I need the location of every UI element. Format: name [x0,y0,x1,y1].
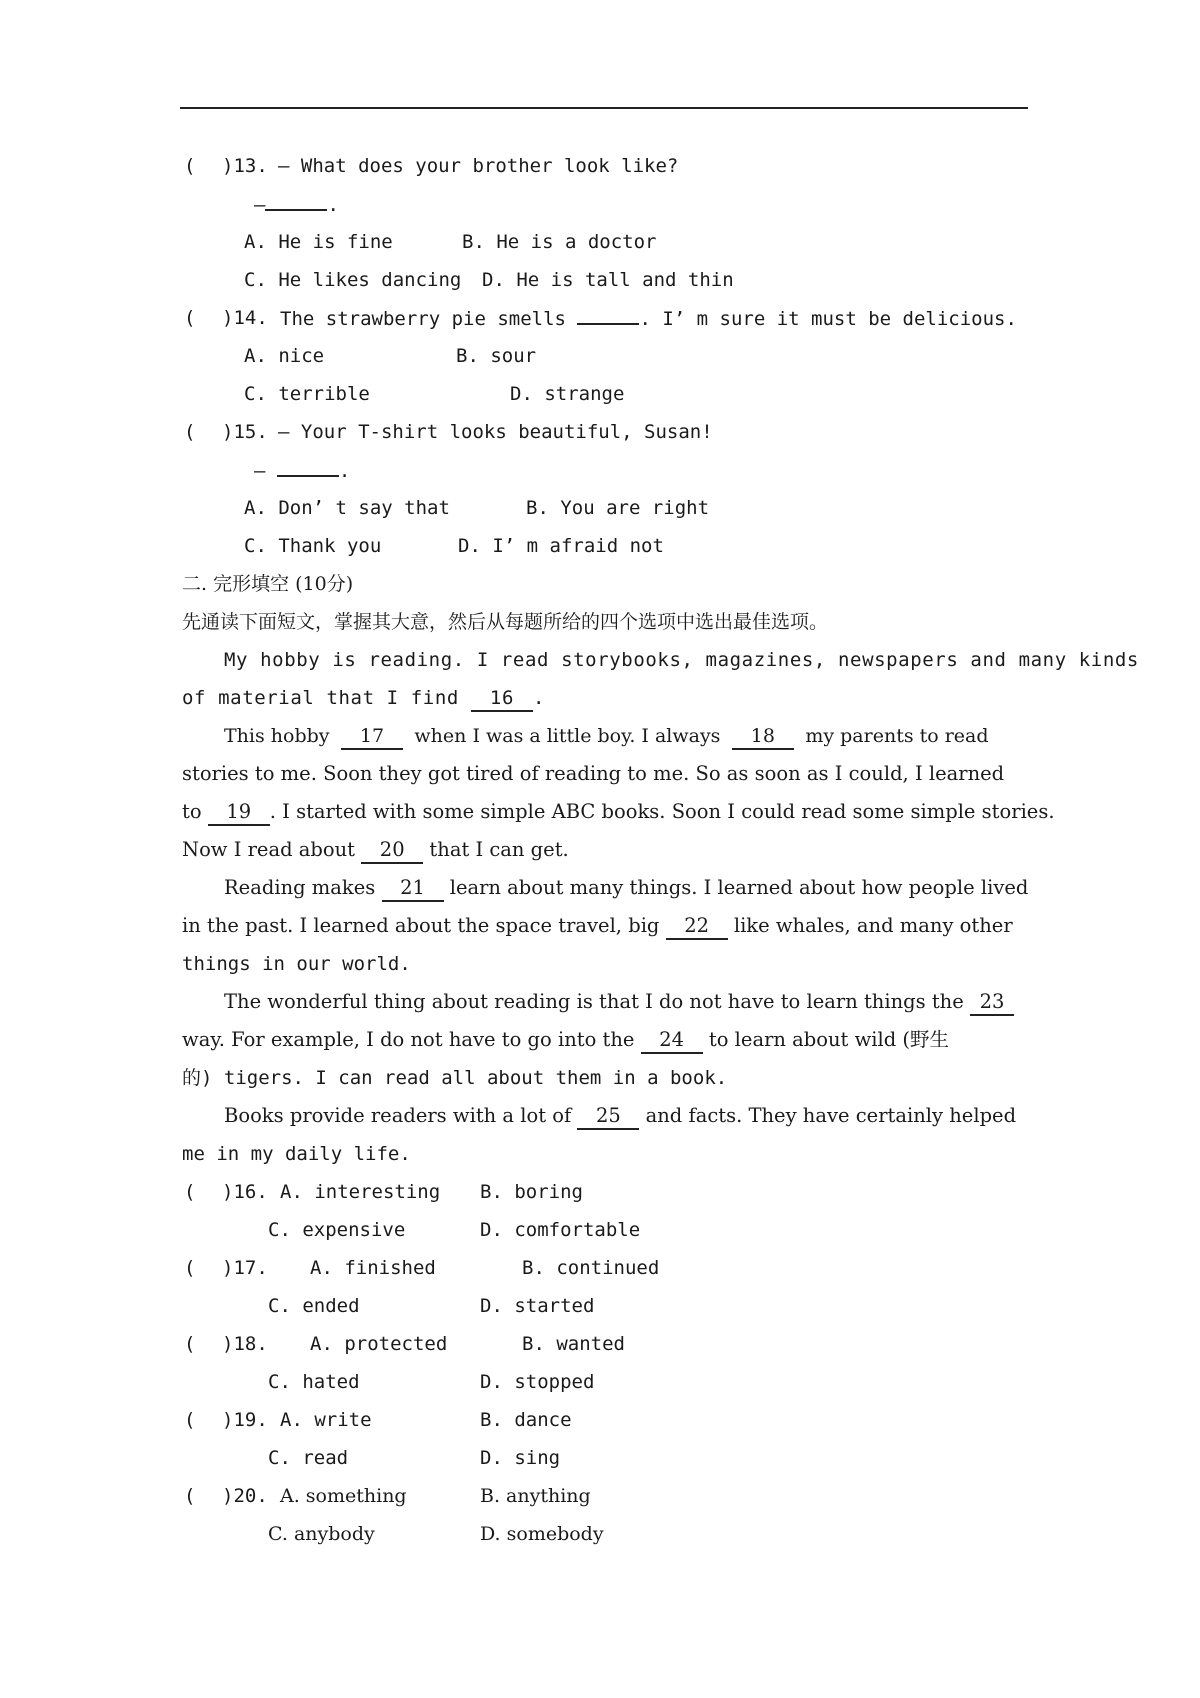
option-b: B. anything [480,1485,591,1507]
blank-23[interactable]: 23 [970,990,1014,1016]
passage-line: of material that I find 16 . [182,679,545,717]
passage-line: to 19 . I started with some simple ABC books. Soon I could read some simple stories. [182,793,1055,831]
question-number: )14. [222,307,268,329]
option-a: A. interesting [280,1181,441,1203]
question-number: )19. [222,1409,268,1431]
option-c: C. hated [268,1371,360,1393]
question-number: )18. [222,1333,268,1355]
question-stem: — What does your brother look like? [278,155,679,177]
option-c: C. ended [268,1295,360,1317]
option-a: A. write [280,1409,372,1431]
section-instruction: 先通读下面短文，掌握其大意，然后从每题所给的四个选项中选出最佳选项。 [182,611,829,633]
question-number: )13. [222,155,268,177]
option-a: A. protected [310,1333,448,1355]
option-c: C. read [268,1447,349,1469]
answer-paren[interactable]: ( [184,1333,196,1355]
question-stem: — Your T-shirt looks beautiful, Susan! [278,421,713,443]
passage-line: in the past. I learned about the space travel, big 22 like whales, and many other [182,907,1013,945]
option-d: D. sing [480,1447,561,1469]
option-d: D. He is tall and thin [482,269,734,291]
passage-line: The wonderful thing about reading is that I do not have to learn things the 23 [224,983,1014,1021]
question-stem: The strawberry pie smells . I’ m sure it must be delicious. [280,299,1017,337]
question-number: )17. [222,1257,268,1279]
question-number: )20. [222,1485,268,1507]
option-c: C. He likes dancing [244,269,462,291]
option-c: C. Thank you [244,535,382,557]
blank-16[interactable]: 16 [471,686,533,712]
blank-17[interactable]: 17 [341,724,403,750]
passage-line: My hobby is reading. I read storybooks, magazines, newspapers and many kinds [224,649,1139,671]
passage-line: Reading makes 21 learn about many things. I learned about how people lived [224,869,1028,907]
answer-paren[interactable]: ( [184,1257,196,1279]
answer-paren[interactable]: ( [184,1409,196,1431]
option-a: A. finished [310,1257,436,1279]
option-b: B. sour [456,345,537,367]
header-rule [180,107,1028,109]
passage-line: me in my daily life. [182,1143,411,1165]
option-a: A. Don’ t say that [244,497,450,519]
option-b: B. You are right [526,497,710,519]
question-number: )16. [222,1181,268,1203]
answer-line[interactable]: — . [254,451,350,489]
option-c: C. terrible [244,383,370,405]
passage-line: Now I read about 20 that I can get. [182,831,569,869]
option-d: D. stopped [480,1371,595,1393]
option-b: B. He is a doctor [462,231,657,253]
blank-21[interactable]: 21 [382,876,444,902]
question-number: )15. [222,421,268,443]
option-c: C. expensive [268,1219,406,1241]
option-d: D. strange [510,383,625,405]
passage-line: 的) tigers. I can read all about them in a book. [182,1067,728,1089]
option-b: B. boring [480,1181,583,1203]
passage-line: This hobby 17 when I was a little boy. I always 18 my parents to read [224,717,989,755]
passage-line: Books provide readers with a lot of 25 and facts. They have certainly helped [224,1097,1016,1135]
answer-blank[interactable] [577,299,639,325]
option-d: D. started [480,1295,595,1317]
answer-blank[interactable] [277,451,339,477]
option-a: A. something [280,1485,407,1507]
option-b: B. wanted [522,1333,625,1355]
answer-paren[interactable]: ( [184,421,196,443]
answer-paren[interactable]: ( [184,1485,196,1507]
blank-20[interactable]: 20 [361,838,423,864]
passage-line: way. For example, I do not have to go into the 24 to learn about wild (野生 [182,1021,949,1059]
option-b: B. dance [480,1409,572,1431]
answer-paren[interactable]: ( [184,307,196,329]
blank-19[interactable]: 19 [208,800,270,826]
blank-18[interactable]: 18 [732,724,794,750]
blank-25[interactable]: 25 [577,1104,639,1130]
option-c: C. anybody [268,1523,375,1545]
option-a: A. He is fine [244,231,393,253]
option-d: D. somebody [480,1523,604,1545]
answer-blank[interactable] [265,185,327,211]
answer-paren[interactable]: ( [184,155,196,177]
passage-line: things in our world. [182,953,411,975]
blank-22[interactable]: 22 [666,914,728,940]
passage-line: stories to me. Soon they got tired of reading to me. So as soon as I could, I learned [182,762,1005,785]
blank-24[interactable]: 24 [641,1028,703,1054]
option-a: A. nice [244,345,325,367]
option-d: D. comfortable [480,1219,641,1241]
section-heading: 二. 完形填空 (10分) [182,573,354,595]
answer-line[interactable]: — . [254,185,339,223]
option-d: D. I’ m afraid not [458,535,664,557]
option-b: B. continued [522,1257,660,1279]
answer-paren[interactable]: ( [184,1181,196,1203]
